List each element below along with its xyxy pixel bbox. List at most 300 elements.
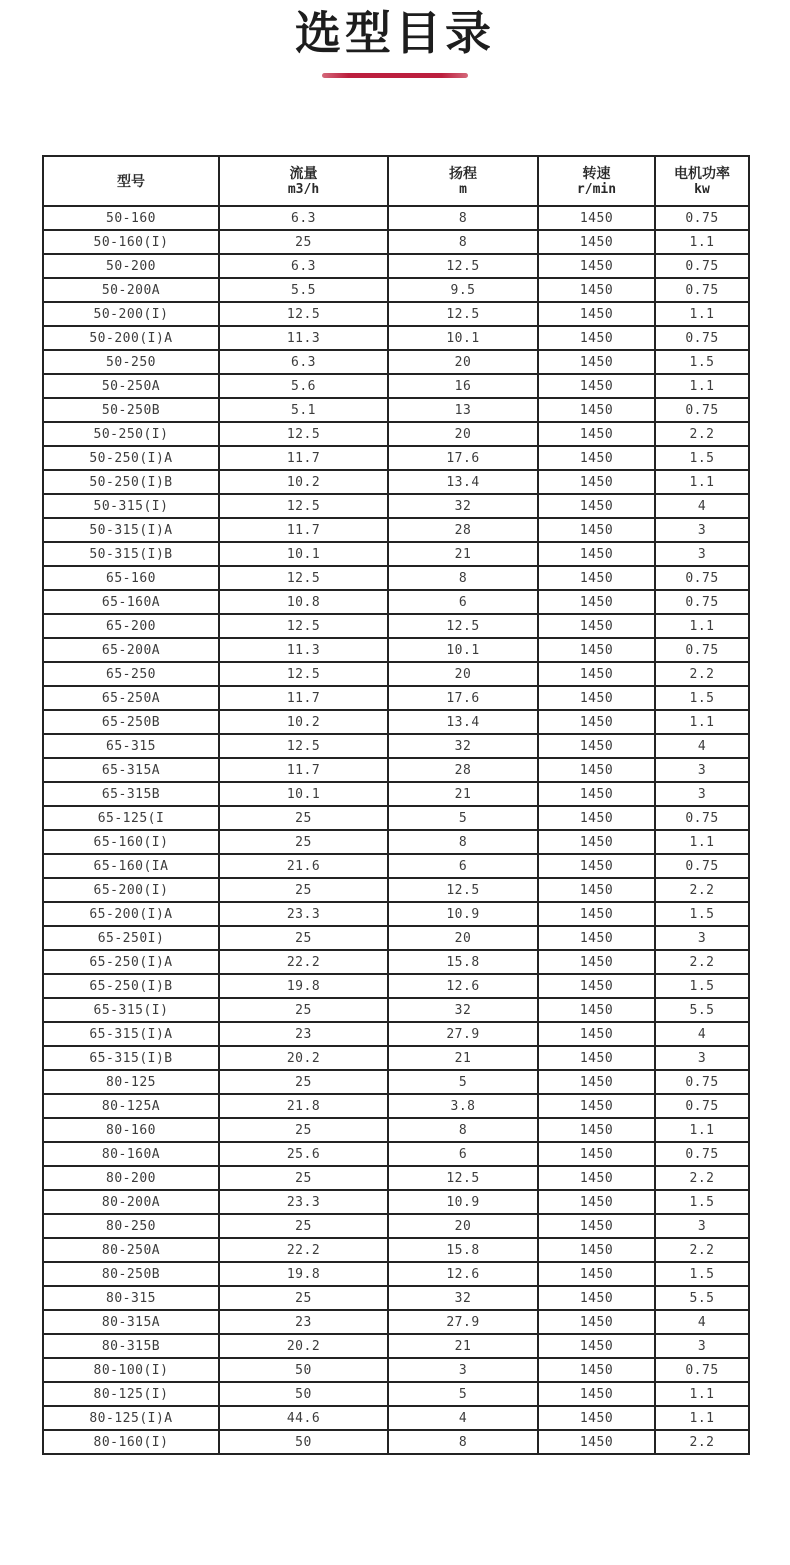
head-cell: 17.6 — [388, 686, 538, 710]
head-cell: 12.6 — [388, 1262, 538, 1286]
table-body — [43, 206, 749, 1454]
power-cell: 0.75 — [655, 254, 749, 278]
table-row — [43, 470, 749, 494]
table-row — [43, 590, 749, 614]
model-cell: 65-250(I)B — [43, 974, 219, 998]
flow-cell: 11.7 — [219, 518, 388, 542]
table-row — [43, 494, 749, 518]
model-cell: 65-250 — [43, 662, 219, 686]
flow-cell: 10.1 — [219, 782, 388, 806]
power-cell: 2.2 — [655, 1238, 749, 1262]
power-cell: 2.2 — [655, 950, 749, 974]
header-speed-label: 转速 — [582, 165, 611, 181]
flow-cell: 20.2 — [219, 1046, 388, 1070]
table-row — [43, 230, 749, 254]
head-cell: 20 — [388, 1214, 538, 1238]
head-cell: 27.9 — [388, 1310, 538, 1334]
model-cell: 50-250(I)A — [43, 446, 219, 470]
power-cell: 1.1 — [655, 830, 749, 854]
power-cell: 3 — [655, 1334, 749, 1358]
table-row — [43, 446, 749, 470]
head-cell: 8 — [388, 1430, 538, 1454]
header-model-label: 型号 — [117, 173, 145, 189]
power-cell: 1.1 — [655, 230, 749, 254]
power-cell: 1.5 — [655, 902, 749, 926]
speed-cell: 1450 — [538, 878, 655, 902]
table-row — [43, 1070, 749, 1094]
power-cell: 1.5 — [655, 686, 749, 710]
flow-cell: 23.3 — [219, 1190, 388, 1214]
flow-cell: 12.5 — [219, 566, 388, 590]
model-cell: 80-250A — [43, 1238, 219, 1262]
head-cell: 4 — [388, 1406, 538, 1430]
model-cell: 50-315(I) — [43, 494, 219, 518]
model-cell: 50-160 — [43, 206, 219, 230]
model-cell: 65-315A — [43, 758, 219, 782]
model-cell: 50-200 — [43, 254, 219, 278]
model-cell: 50-315(I)B — [43, 542, 219, 566]
table-row — [43, 1262, 749, 1286]
model-cell: 80-200 — [43, 1166, 219, 1190]
head-cell: 21 — [388, 1334, 538, 1358]
power-cell: 1.5 — [655, 1262, 749, 1286]
page-title: 选型目录 — [295, 7, 495, 59]
head-cell: 32 — [388, 998, 538, 1022]
speed-cell: 1450 — [538, 398, 655, 422]
model-cell: 65-160(IA — [43, 854, 219, 878]
speed-cell: 1450 — [538, 1190, 655, 1214]
head-cell: 10.9 — [388, 902, 538, 926]
model-cell: 80-315B — [43, 1334, 219, 1358]
speed-cell: 1450 — [538, 518, 655, 542]
flow-cell: 25 — [219, 1166, 388, 1190]
table-row — [43, 1142, 749, 1166]
head-cell: 17.6 — [388, 446, 538, 470]
head-cell: 6 — [388, 590, 538, 614]
speed-cell: 1450 — [538, 1166, 655, 1190]
flow-cell: 12.5 — [219, 494, 388, 518]
flow-cell: 5.1 — [219, 398, 388, 422]
header-power-label: 电机功率 — [674, 165, 730, 181]
speed-cell: 1450 — [538, 278, 655, 302]
speed-cell: 1450 — [538, 1070, 655, 1094]
flow-cell: 25 — [219, 1118, 388, 1142]
speed-cell: 1450 — [538, 326, 655, 350]
model-cell: 80-315 — [43, 1286, 219, 1310]
speed-cell: 1450 — [538, 422, 655, 446]
table-row — [43, 422, 749, 446]
speed-cell: 1450 — [538, 1406, 655, 1430]
header-speed-unit: r/min — [576, 182, 617, 197]
model-cell: 80-125(I)A — [43, 1406, 219, 1430]
header-flow-unit: m3/h — [287, 182, 320, 197]
head-cell: 12.6 — [388, 974, 538, 998]
power-cell: 3 — [655, 758, 749, 782]
speed-cell: 1450 — [538, 614, 655, 638]
speed-cell: 1450 — [538, 1310, 655, 1334]
power-cell: 0.75 — [655, 638, 749, 662]
power-cell: 2.2 — [655, 422, 749, 446]
flow-cell: 23 — [219, 1022, 388, 1046]
flow-cell: 25.6 — [219, 1142, 388, 1166]
model-cell: 65-315(I)A — [43, 1022, 219, 1046]
flow-cell: 5.5 — [219, 278, 388, 302]
speed-cell: 1450 — [538, 782, 655, 806]
model-cell: 50-250B — [43, 398, 219, 422]
speed-cell: 1450 — [538, 1118, 655, 1142]
model-cell: 65-125(I — [43, 806, 219, 830]
power-cell: 0.75 — [655, 326, 749, 350]
power-cell: 1.1 — [655, 1382, 749, 1406]
flow-cell: 21.8 — [219, 1094, 388, 1118]
head-cell: 21 — [388, 782, 538, 806]
header-flow-label: 流量 — [289, 165, 318, 181]
flow-cell: 11.3 — [219, 326, 388, 350]
table-row — [43, 950, 749, 974]
model-cell: 80-125 — [43, 1070, 219, 1094]
power-cell: 3 — [655, 782, 749, 806]
model-cell: 80-160(I) — [43, 1430, 219, 1454]
model-cell: 65-315 — [43, 734, 219, 758]
head-cell: 3.8 — [388, 1094, 538, 1118]
table-row — [43, 710, 749, 734]
table-row — [43, 1286, 749, 1310]
flow-cell: 12.5 — [219, 662, 388, 686]
head-cell: 10.1 — [388, 326, 538, 350]
head-cell: 5 — [388, 806, 538, 830]
model-cell: 50-315(I)A — [43, 518, 219, 542]
head-cell: 10.1 — [388, 638, 538, 662]
table-row — [43, 1358, 749, 1382]
model-cell: 50-200(I)A — [43, 326, 219, 350]
speed-cell: 1450 — [538, 1238, 655, 1262]
table-row — [43, 1166, 749, 1190]
table-row — [43, 926, 749, 950]
flow-cell: 12.5 — [219, 422, 388, 446]
head-cell: 32 — [388, 734, 538, 758]
model-cell: 65-250A — [43, 686, 219, 710]
power-cell: 1.5 — [655, 446, 749, 470]
head-cell: 12.5 — [388, 302, 538, 326]
power-cell: 5.5 — [655, 1286, 749, 1310]
power-cell: 0.75 — [655, 854, 749, 878]
head-cell: 12.5 — [388, 1166, 538, 1190]
head-cell: 12.5 — [388, 254, 538, 278]
head-cell: 9.5 — [388, 278, 538, 302]
header-row — [43, 156, 749, 206]
flow-cell: 11.7 — [219, 686, 388, 710]
flow-cell: 25 — [219, 878, 388, 902]
table-row — [43, 614, 749, 638]
power-cell: 0.75 — [655, 590, 749, 614]
table-row — [43, 1406, 749, 1430]
flow-cell: 44.6 — [219, 1406, 388, 1430]
flow-cell: 10.8 — [219, 590, 388, 614]
power-cell: 0.75 — [655, 1142, 749, 1166]
head-cell: 16 — [388, 374, 538, 398]
table-row — [43, 974, 749, 998]
speed-cell: 1450 — [538, 1334, 655, 1358]
table-row — [43, 302, 749, 326]
table-row — [43, 758, 749, 782]
table-row — [43, 1046, 749, 1070]
flow-cell: 20.2 — [219, 1334, 388, 1358]
head-cell: 32 — [388, 494, 538, 518]
selection-table — [42, 155, 750, 1455]
power-cell: 3 — [655, 1046, 749, 1070]
table-row — [43, 662, 749, 686]
flow-cell: 10.2 — [219, 710, 388, 734]
flow-cell: 19.8 — [219, 1262, 388, 1286]
flow-cell: 12.5 — [219, 302, 388, 326]
power-cell: 4 — [655, 494, 749, 518]
table-header — [43, 156, 749, 206]
head-cell: 21 — [388, 1046, 538, 1070]
flow-cell: 25 — [219, 806, 388, 830]
power-cell: 3 — [655, 518, 749, 542]
table-row — [43, 1382, 749, 1406]
model-cell: 65-315(I)B — [43, 1046, 219, 1070]
flow-cell: 23.3 — [219, 902, 388, 926]
power-cell: 1.1 — [655, 614, 749, 638]
flow-cell: 11.7 — [219, 446, 388, 470]
head-cell: 8 — [388, 230, 538, 254]
speed-cell: 1450 — [538, 470, 655, 494]
speed-cell: 1450 — [538, 1358, 655, 1382]
table-row — [43, 278, 749, 302]
flow-cell: 6.3 — [219, 350, 388, 374]
head-cell: 13 — [388, 398, 538, 422]
model-cell: 50-200(I) — [43, 302, 219, 326]
table-row — [43, 326, 749, 350]
speed-cell: 1450 — [538, 950, 655, 974]
flow-cell: 11.3 — [219, 638, 388, 662]
model-cell: 50-250(I) — [43, 422, 219, 446]
head-cell: 20 — [388, 350, 538, 374]
model-cell: 65-200(I) — [43, 878, 219, 902]
table-row — [43, 638, 749, 662]
power-cell: 2.2 — [655, 662, 749, 686]
table-row — [43, 878, 749, 902]
head-cell: 8 — [388, 566, 538, 590]
model-cell: 50-250 — [43, 350, 219, 374]
speed-cell: 1450 — [538, 734, 655, 758]
speed-cell: 1450 — [538, 926, 655, 950]
speed-cell: 1450 — [538, 1142, 655, 1166]
speed-cell: 1450 — [538, 542, 655, 566]
speed-cell: 1450 — [538, 1214, 655, 1238]
header-flow — [219, 156, 388, 206]
flow-cell: 22.2 — [219, 950, 388, 974]
speed-cell: 1450 — [538, 830, 655, 854]
head-cell: 8 — [388, 830, 538, 854]
flow-cell: 50 — [219, 1430, 388, 1454]
power-cell: 0.75 — [655, 398, 749, 422]
table-row — [43, 374, 749, 398]
flow-cell: 25 — [219, 1214, 388, 1238]
head-cell: 5 — [388, 1382, 538, 1406]
model-cell: 80-315A — [43, 1310, 219, 1334]
model-cell: 65-315B — [43, 782, 219, 806]
table-row — [43, 782, 749, 806]
power-cell: 0.75 — [655, 1070, 749, 1094]
speed-cell: 1450 — [538, 446, 655, 470]
head-cell: 6 — [388, 854, 538, 878]
speed-cell: 1450 — [538, 1022, 655, 1046]
power-cell: 2.2 — [655, 878, 749, 902]
head-cell: 3 — [388, 1358, 538, 1382]
model-cell: 65-250B — [43, 710, 219, 734]
head-cell: 21 — [388, 542, 538, 566]
head-cell: 27.9 — [388, 1022, 538, 1046]
power-cell: 4 — [655, 1310, 749, 1334]
power-cell: 0.75 — [655, 206, 749, 230]
head-cell: 28 — [388, 758, 538, 782]
head-cell: 6 — [388, 1142, 538, 1166]
speed-cell: 1450 — [538, 254, 655, 278]
power-cell: 3 — [655, 542, 749, 566]
speed-cell: 1450 — [538, 1046, 655, 1070]
header-power-unit: kw — [694, 182, 710, 197]
speed-cell: 1450 — [538, 710, 655, 734]
model-cell: 50-160(I) — [43, 230, 219, 254]
table-row — [43, 1334, 749, 1358]
flow-cell: 25 — [219, 926, 388, 950]
model-cell: 80-250B — [43, 1262, 219, 1286]
catalog-page — [0, 6, 790, 1455]
header-head — [388, 156, 538, 206]
model-cell: 65-200A — [43, 638, 219, 662]
speed-cell: 1450 — [538, 1286, 655, 1310]
head-cell: 13.4 — [388, 710, 538, 734]
power-cell: 1.1 — [655, 374, 749, 398]
power-cell: 1.1 — [655, 302, 749, 326]
flow-cell: 10.1 — [219, 542, 388, 566]
header-model — [43, 156, 219, 206]
flow-cell: 19.8 — [219, 974, 388, 998]
speed-cell: 1450 — [538, 566, 655, 590]
head-cell: 15.8 — [388, 950, 538, 974]
header-speed — [538, 156, 655, 206]
table-row — [43, 206, 749, 230]
power-cell: 2.2 — [655, 1430, 749, 1454]
model-cell: 65-200(I)A — [43, 902, 219, 926]
head-cell: 20 — [388, 422, 538, 446]
power-cell: 2.2 — [655, 1166, 749, 1190]
table-row — [43, 566, 749, 590]
flow-cell: 25 — [219, 230, 388, 254]
power-cell: 3 — [655, 1214, 749, 1238]
model-cell: 50-200A — [43, 278, 219, 302]
speed-cell: 1450 — [538, 1382, 655, 1406]
flow-cell: 50 — [219, 1382, 388, 1406]
speed-cell: 1450 — [538, 854, 655, 878]
flow-cell: 23 — [219, 1310, 388, 1334]
title-underline-bar — [322, 73, 468, 78]
head-cell: 5 — [388, 1070, 538, 1094]
model-cell: 65-160(I) — [43, 830, 219, 854]
table-row — [43, 254, 749, 278]
head-cell: 28 — [388, 518, 538, 542]
speed-cell: 1450 — [538, 1262, 655, 1286]
power-cell: 0.75 — [655, 566, 749, 590]
head-cell: 10.9 — [388, 1190, 538, 1214]
table-row — [43, 854, 749, 878]
speed-cell: 1450 — [538, 902, 655, 926]
model-cell: 80-160A — [43, 1142, 219, 1166]
power-cell: 1.1 — [655, 470, 749, 494]
table-row — [43, 902, 749, 926]
flow-cell: 25 — [219, 1070, 388, 1094]
head-cell: 12.5 — [388, 614, 538, 638]
head-cell: 20 — [388, 662, 538, 686]
speed-cell: 1450 — [538, 662, 655, 686]
model-cell: 50-250(I)B — [43, 470, 219, 494]
power-cell: 1.5 — [655, 350, 749, 374]
model-cell: 80-200A — [43, 1190, 219, 1214]
model-cell: 80-125A — [43, 1094, 219, 1118]
speed-cell: 1450 — [538, 302, 655, 326]
table-row — [43, 1310, 749, 1334]
flow-cell: 25 — [219, 1286, 388, 1310]
power-cell: 1.1 — [655, 710, 749, 734]
model-cell: 65-160 — [43, 566, 219, 590]
flow-cell: 25 — [219, 830, 388, 854]
table-row — [43, 518, 749, 542]
head-cell: 8 — [388, 1118, 538, 1142]
table-row — [43, 686, 749, 710]
table-row — [43, 1430, 749, 1454]
speed-cell: 1450 — [538, 206, 655, 230]
model-cell: 80-250 — [43, 1214, 219, 1238]
table-row — [43, 1094, 749, 1118]
flow-cell: 25 — [219, 998, 388, 1022]
power-cell: 4 — [655, 734, 749, 758]
flow-cell: 50 — [219, 1358, 388, 1382]
model-cell: 80-125(I) — [43, 1382, 219, 1406]
head-cell: 8 — [388, 206, 538, 230]
head-cell: 12.5 — [388, 878, 538, 902]
model-cell: 65-250(I)A — [43, 950, 219, 974]
speed-cell: 1450 — [538, 806, 655, 830]
flow-cell: 12.5 — [219, 614, 388, 638]
flow-cell: 6.3 — [219, 206, 388, 230]
speed-cell: 1450 — [538, 374, 655, 398]
model-cell: 50-250A — [43, 374, 219, 398]
speed-cell: 1450 — [538, 974, 655, 998]
table-row — [43, 830, 749, 854]
power-cell: 0.75 — [655, 1094, 749, 1118]
table-row — [43, 806, 749, 830]
table-row — [43, 734, 749, 758]
table-row — [43, 1190, 749, 1214]
head-cell: 20 — [388, 926, 538, 950]
model-cell: 65-200 — [43, 614, 219, 638]
head-cell: 32 — [388, 1286, 538, 1310]
power-cell: 1.1 — [655, 1118, 749, 1142]
speed-cell: 1450 — [538, 494, 655, 518]
flow-cell: 12.5 — [219, 734, 388, 758]
table-row — [43, 1118, 749, 1142]
header-head-unit: m — [459, 182, 467, 197]
speed-cell: 1450 — [538, 1094, 655, 1118]
speed-cell: 1450 — [538, 230, 655, 254]
power-cell: 1.5 — [655, 1190, 749, 1214]
header-head-label: 扬程 — [449, 165, 477, 181]
model-cell: 80-160 — [43, 1118, 219, 1142]
speed-cell: 1450 — [538, 686, 655, 710]
table-row — [43, 1238, 749, 1262]
